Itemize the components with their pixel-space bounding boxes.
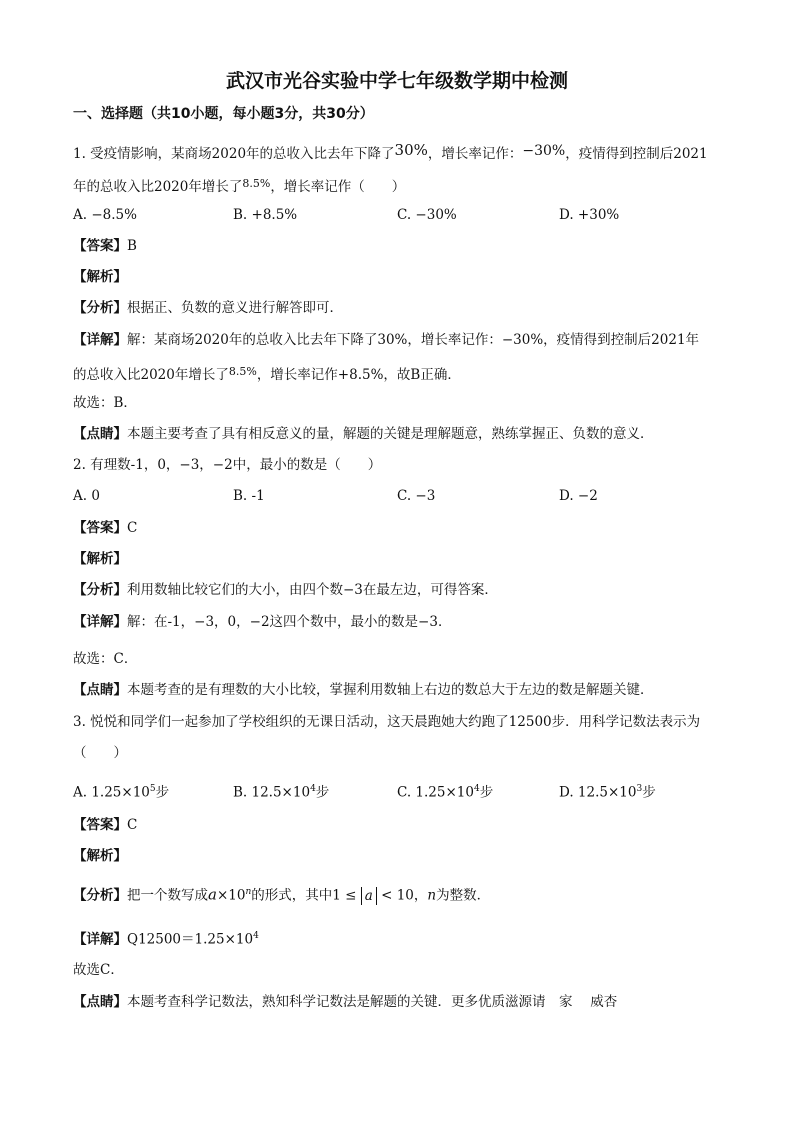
q3-stem-line2: （ ）: [73, 745, 127, 761]
q1-conclusion: 故选：B．: [73, 395, 137, 411]
q3-dianjing: 【点睛】本题考查科学记数法，熟知科学记数法是解题的关键．更多优质滋源请 家 威杏: [73, 994, 618, 1010]
q2-fenxi: 【分析】利用数轴比较它们的大小，由四个数−3在最左边，可得答案．: [73, 582, 498, 598]
abs-value-a: a: [361, 887, 377, 905]
q2-conclusion: 故选：C．: [73, 651, 138, 667]
q1-option-d: D. +30%: [559, 207, 620, 223]
q2-option-d: D. −2: [559, 488, 598, 504]
page-title: 武汉市光谷实验中学七年级数学期中检测: [225, 70, 568, 92]
q1-stem-line1: 1. 受疫情影响，某商场2020年的总收入比去年下降了30%，增长率记作：−30%，疫情得到控制后2021: [73, 141, 708, 162]
q3-option-b: B. $12.5\times 10^4$步: [233, 784, 330, 801]
q3-fenxi: 【分析】把一个数写成$a\times 10^n$的形式，其中1 ≤ a < 10，n为整数．: [73, 885, 491, 904]
q1-detail-line1: 【详解】解：某商场2020年的总收入比去年下降了30%，增长率记作：−30%，疫情得到控制后2021年: [73, 332, 700, 348]
q3-conclusion: 故选C．: [73, 962, 124, 978]
q3-option-c: C. $1.25\times 10^4$步: [397, 784, 494, 801]
q2-option-a: A. 0: [73, 488, 100, 504]
q1-option-a: A. −8.5%: [73, 207, 137, 223]
q1-analysis-label: 【解析】: [73, 269, 127, 285]
q2-dianjing: 【点睛】本题考查的是有理数的大小比较，掌握利用数轴上右边的数总大于左边的数是解题关键．: [73, 682, 654, 698]
q2-option-b: B. -1: [233, 488, 265, 504]
q3-option-a: A. $1.25\times 10^5$步: [73, 784, 170, 801]
q2-detail: 【详解】解：在-1，−3，0，−2这四个数中，最小的数是−3．: [73, 614, 452, 630]
q1-option-c: C. −30%: [397, 207, 457, 223]
q1-fenxi: 【分析】根据正、负数的意义进行解答即可．: [73, 300, 343, 316]
q2-analysis-label: 【解析】: [73, 551, 127, 567]
q1-option-b: B. +8.5%: [233, 207, 298, 223]
q2-option-c: C. −3: [397, 488, 436, 504]
q3-detail: 【详解】$Q12500=1.25\times 10^4$: [73, 931, 259, 948]
q2-answer: 【答案】C: [73, 520, 138, 536]
q3-answer: 【答案】C: [73, 817, 138, 833]
q1-detail-line2: 的总收入比2020年增长了$^{8.5\%}$，增长率记作+8.5%，故B正确．: [73, 365, 461, 383]
section-heading: 一、选择题（共10小题，每小题3分，共30分）: [73, 106, 374, 122]
q2-stem: 2. 有理数-1，0，−3，−2中，最小的数是（ ）: [73, 457, 382, 473]
q3-analysis-label: 【解析】: [73, 848, 127, 864]
q1-dianjing: 【点睛】本题主要考查了具有相反意义的量，解题的关键是理解题意，熟练掌握正、负数的意义．: [73, 426, 654, 442]
q1-answer: 【答案】B: [73, 238, 137, 254]
q1-stem-line2: 年的总收入比2020年增长了$^{8.5\%}$，增长率记作（ ）: [73, 177, 406, 195]
q3-stem-line1: 3. 悦悦和同学们一起参加了学校组织的无课日活动，这天晨跑她大约跑了12500步．用科学记数法表示为: [73, 714, 701, 730]
q3-option-d: D. $12.5\times 10^3$步: [559, 784, 656, 801]
